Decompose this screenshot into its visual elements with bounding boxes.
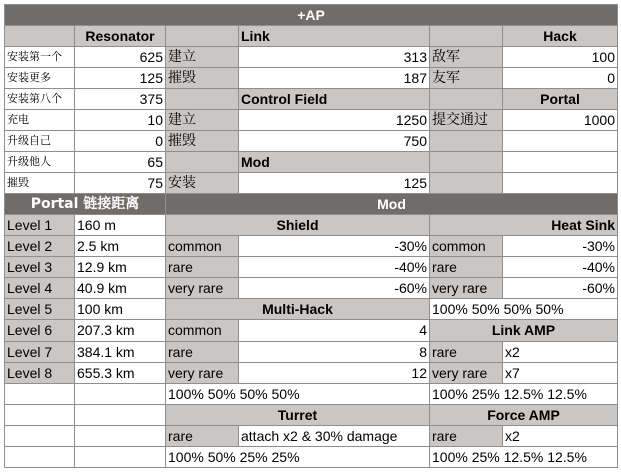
level-distance: 160 m — [75, 215, 166, 236]
heat-sink-stacking: 100% 50% 50% 50% — [430, 299, 618, 320]
link-amp-value: x7 — [503, 362, 618, 383]
force-amp-rarity: rare — [430, 425, 503, 446]
shield-rarity: very rare — [166, 278, 239, 299]
mod-ap-label: 安装 — [166, 173, 239, 194]
level-distance: 207.3 km — [75, 320, 166, 341]
resonator-label: 摧毁 — [5, 173, 75, 194]
mods-header: Mod — [166, 194, 618, 215]
heat-sink-value: -60% — [503, 278, 618, 299]
link-value: 187 — [239, 68, 430, 89]
level-label: Level 4 — [5, 278, 75, 299]
multi-hack-rarity: rare — [166, 341, 239, 362]
blank-cell — [430, 173, 503, 194]
multi-hack-rarity: common — [166, 320, 239, 341]
resonator-label: 升级他人 — [5, 152, 75, 173]
resonator-value: 625 — [75, 47, 166, 68]
hack-header: Hack — [503, 26, 618, 47]
blank-cell — [430, 89, 503, 110]
control-field-header: Control Field — [239, 89, 430, 110]
resonator-label: 安装第一个 — [5, 47, 75, 68]
level-label: Level 2 — [5, 236, 75, 257]
control-field-value: 1250 — [239, 110, 430, 131]
link-amp-header: Link AMP — [430, 320, 618, 341]
link-label: 摧毁 — [166, 68, 239, 89]
blank-cell — [5, 404, 75, 425]
multi-hack-value: 12 — [239, 362, 430, 383]
turret-stacking: 100% 50% 25% 25% — [166, 446, 430, 467]
link-label: 建立 — [166, 47, 239, 68]
blank-cell — [166, 89, 239, 110]
resonator-value: 0 — [75, 131, 166, 152]
resonator-value: 10 — [75, 110, 166, 131]
level-distance: 40.9 km — [75, 278, 166, 299]
shield-rarity: common — [166, 236, 239, 257]
force-amp-header: Force AMP — [430, 404, 618, 425]
mod-ap-value: 125 — [239, 173, 430, 194]
level-distance: 655.3 km — [75, 362, 166, 383]
multi-hack-value: 4 — [239, 320, 430, 341]
force-amp-stacking: 100% 25% 12.5% 12.5% — [430, 446, 618, 467]
shield-value: -30% — [239, 236, 430, 257]
control-field-label: 建立 — [166, 110, 239, 131]
ap-title: +AP — [5, 5, 618, 26]
blank-cell — [75, 425, 166, 446]
level-distance: 384.1 km — [75, 341, 166, 362]
blank-cell — [166, 152, 239, 173]
link-amp-stacking: 100% 25% 12.5% 12.5% — [430, 383, 618, 404]
multi-hack-stacking: 100% 50% 50% 50% — [166, 383, 430, 404]
portal-label: 提交通过 — [430, 110, 503, 131]
heat-sink-header: Heat Sink — [430, 215, 618, 236]
resonator-value: 125 — [75, 68, 166, 89]
blank-cell — [430, 26, 503, 47]
heat-sink-rarity: rare — [430, 257, 503, 278]
level-label: Level 3 — [5, 257, 75, 278]
blank-cell — [5, 26, 75, 47]
mod-ap-header: Mod — [239, 152, 430, 173]
resonator-label: 升级自己 — [5, 131, 75, 152]
resonator-label: 安装第八个 — [5, 89, 75, 110]
level-label: Level 1 — [5, 215, 75, 236]
blank-cell — [75, 383, 166, 404]
turret-rarity: rare — [166, 425, 239, 446]
blank-cell — [5, 446, 75, 467]
multi-hack-rarity: very rare — [166, 362, 239, 383]
multi-hack-value: 8 — [239, 341, 430, 362]
level-distance: 100 km — [75, 299, 166, 320]
level-distance: 2.5 km — [75, 236, 166, 257]
level-label: Level 6 — [5, 320, 75, 341]
portal-value: 1000 — [503, 110, 618, 131]
level-distance: 12.9 km — [75, 257, 166, 278]
heat-sink-value: -30% — [503, 236, 618, 257]
blank-cell — [5, 383, 75, 404]
control-field-label: 摧毁 — [166, 131, 239, 152]
shield-header: Shield — [166, 215, 430, 236]
multi-hack-header: Multi-Hack — [166, 299, 430, 320]
blank-cell — [75, 404, 166, 425]
level-label: Level 7 — [5, 341, 75, 362]
link-amp-rarity: rare — [430, 341, 503, 362]
resonator-value: 65 — [75, 152, 166, 173]
shield-rarity: rare — [166, 257, 239, 278]
shield-value: -40% — [239, 257, 430, 278]
resonator-value: 75 — [75, 173, 166, 194]
heat-sink-value: -40% — [503, 257, 618, 278]
hack-value: 0 — [503, 68, 618, 89]
blank-cell — [430, 152, 503, 173]
blank-cell — [75, 446, 166, 467]
link-value: 313 — [239, 47, 430, 68]
hack-label: 敌军 — [430, 47, 503, 68]
heat-sink-rarity: common — [430, 236, 503, 257]
level-label: Level 5 — [5, 299, 75, 320]
resonator-value: 375 — [75, 89, 166, 110]
link-amp-rarity: very rare — [430, 362, 503, 383]
resonator-label: 安装更多 — [5, 68, 75, 89]
heat-sink-rarity: very rare — [430, 278, 503, 299]
resonator-label: 充电 — [5, 110, 75, 131]
blank-cell — [166, 26, 239, 47]
blank-cell — [430, 131, 503, 152]
turret-header: Turret — [166, 404, 430, 425]
hack-label: 友军 — [430, 68, 503, 89]
level-label: Level 8 — [5, 362, 75, 383]
blank-cell — [503, 131, 618, 152]
blank-cell — [5, 425, 75, 446]
hack-value: 100 — [503, 47, 618, 68]
turret-value: attach x2 & 30% damage — [239, 425, 430, 446]
blank-cell — [503, 173, 618, 194]
resonator-header: Resonator — [75, 26, 166, 47]
shield-value: -60% — [239, 278, 430, 299]
link-header: Link — [239, 26, 430, 47]
force-amp-value: x2 — [503, 425, 618, 446]
ap-mod-reference-sheet — [4, 4, 618, 468]
control-field-value: 750 — [239, 131, 430, 152]
blank-cell — [503, 152, 618, 173]
link-amp-value: x2 — [503, 341, 618, 362]
portal-header: Portal — [503, 89, 618, 110]
portal-range-header: Portal 链接距离 — [5, 194, 166, 215]
